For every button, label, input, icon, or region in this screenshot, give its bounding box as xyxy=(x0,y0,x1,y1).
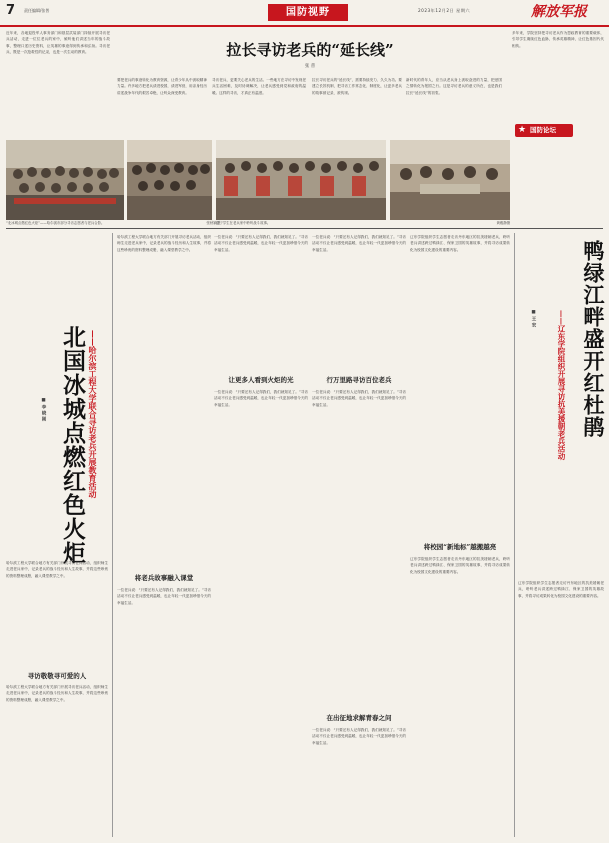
mid-section-head-4: 在出征地求解青春之问 xyxy=(326,714,392,722)
photo-credit-mid: 张秋颖摄 xyxy=(206,221,220,225)
photo-left xyxy=(6,140,124,220)
mid-col-2-body-2: 一位老兵说：“只要还有人记得我们，我们就知足了。”寻访活动不仅让老兵感受到温暖，也让年轻一代更加珍惜今天的幸福生活。 xyxy=(214,390,308,407)
column-rule-2 xyxy=(514,233,515,837)
left-section-head-1: 寻访敬敬寻可爱的人 xyxy=(27,672,87,680)
mid-section-head-3: 行万里路寻访百位老兵 xyxy=(326,376,392,384)
mid-col-4-body: 辽东学院组织学生志愿者走访丹东地区的抗美援朝老兵，聆听老兵讲述跨过鸭绿江、保家卫国的英雄故事，并将寻访成果转化为校园文化建设的重要内容。 xyxy=(410,235,510,252)
left-article-subtitle: ——哈尔滨工程大学联合寻访老兵开展教育活动 xyxy=(88,330,98,498)
photo-caption-right: 辽宁学生在老兵家中聆听战斗故事。 xyxy=(216,221,271,225)
section-rule-top xyxy=(6,228,603,229)
photo-mid xyxy=(127,140,212,220)
masthead-rule xyxy=(0,25,609,27)
masthead xyxy=(0,0,609,26)
top-col-4: 拉长寻访老兵的“延长线”，需要持续发力、久久为功。要建立长效机制，把寻访工作常态化、制度化，让更多老兵的故事被记录、被传颂。 xyxy=(312,78,402,95)
page-number: 7 xyxy=(6,3,16,18)
photo-right-1 xyxy=(216,140,386,220)
top-col-3: 寻访老兵，更要关心老兵的生活。一些地方在寻访中发现老兵生活困难，及时协调解决，让老兵感受到党和政府的温暖。这样的寻访，才真正有温度。 xyxy=(212,78,306,95)
photo-caption-left: “北冰城点燃红色火炬”——哈尔滨市部分寻访志愿者与老兵合影。 xyxy=(6,221,105,225)
photo-right-1-image xyxy=(216,140,386,220)
main-article-title: 拉长寻访老兵的“延长线” xyxy=(226,41,394,59)
right-article-byline: ■ 王 宏 xyxy=(531,310,536,328)
top-col-6: 多年来，学院坚持把寻访老兵作为思政教育的重要载体，引导学生赓续红色血脉，传承英雄精神，让红色基因代代相传。 xyxy=(512,31,604,48)
mid-col-3-body-2: 一位老兵说：“只要还有人记得我们，我们就知足了。”寻访活动不仅让老兵感受到温暖，也让年轻一代更加珍惜今天的幸福生活。 xyxy=(312,390,406,407)
photo-right-2-image xyxy=(390,140,510,220)
mid-col-3-body-3: 一位老兵说：“只要还有人记得我们，我们就知足了。”寻访活动不仅让老兵感受到温暖，也让年轻一代更加珍惜今天的幸福生活。 xyxy=(312,728,406,745)
left-article-title: 北国冰城点燃红色火炬 xyxy=(59,325,86,565)
forum-badge-label: 国防论坛 xyxy=(530,126,556,134)
top-col-5: 新时代的青年人，应当从老兵身上汲取奋进的力量，把爱国之情转化为报国之行。这是寻访老兵的意义所在，也是我们拉长“延长线”的初衷。 xyxy=(406,78,502,95)
right-article-title: 鸭绿江畔盛开红杜鹃 xyxy=(581,240,606,438)
left-article-byline: ■ 李 晓 刚 xyxy=(41,398,46,422)
mid-col-2-body: 一位老兵说：“只要还有人记得我们，我们就知足了。”寻访活动不仅让老兵感受到温暖，也让年轻一代更加珍惜今天的幸福生活。 xyxy=(214,235,308,252)
right-section-head: 将校园“新地标”越搬越亮 xyxy=(423,543,497,551)
left-article-body-2: 哈尔滨工程大学联合地方有关部门开展寻访老兵活动，组织师生走进老兵家中，记录老兵的战斗经历和人生故事，并将这些珍贵的资料整理成册，融入课堂教学之中。 xyxy=(6,685,108,702)
photo-mid-image xyxy=(127,140,212,220)
editor-line: 责任编辑/张普 xyxy=(24,8,50,13)
mid-section-head-1: 将老兵故事融入课堂 xyxy=(134,574,194,582)
mid-col-1-body-2: 一位老兵说：“只要还有人记得我们，我们就知足了。”寻访活动不仅让老兵感受到温暖，也让年轻一代更加珍惜今天的幸福生活。 xyxy=(117,588,211,605)
mid-col-3-body: 一位老兵说：“只要还有人记得我们，我们就知足了。”寻访活动不仅让老兵感受到温暖，也让年轻一代更加珍惜今天的幸福生活。 xyxy=(312,235,406,252)
newspaper-logo: 解放军报 xyxy=(531,4,587,20)
main-article-byline: 张 普 xyxy=(304,64,316,69)
mid-section-head-2: 让更多人看到火炬的光 xyxy=(228,376,294,384)
star-icon: ★ xyxy=(518,125,527,135)
photo-left-image xyxy=(6,140,124,220)
date-line: 2023年12月2日 星期六 xyxy=(418,8,471,13)
photo-right-2 xyxy=(390,140,510,220)
mid-col-1-body: 哈尔滨工程大学联合地方有关部门开展寻访老兵活动，组织师生走进老兵家中，记录老兵的战斗经历和人生故事，并将这些珍贵的资料整理成册，融入课堂教学之中。 xyxy=(117,235,211,252)
section-title: 国防视野 xyxy=(268,4,348,21)
photo-credit-right: 黄雅静摄 xyxy=(496,221,510,225)
right-col-body: 辽东学院组织学生志愿者走访丹东地区的抗美援朝老兵，聆听老兵讲述跨过鸭绿江、保家卫国的英雄故事，并将寻访成果转化为校园文化建设的重要内容。 xyxy=(518,581,604,598)
mid-col-4-body-2: 辽东学院组织学生志愿者走访丹东地区的抗美援朝老兵，聆听老兵讲述跨过鸭绿江、保家卫国的英雄故事，并将寻访成果转化为校园文化建设的重要内容。 xyxy=(410,557,510,574)
forum-badge xyxy=(515,124,573,137)
top-col-1: 近年来，各地退役军人事务部门和基层武装部门持续开展寻访老兵活动，走进一位位老兵的家中，倾听他们讲述当年的战斗故事，整理口述历史资料，让英雄的事迹得到传承和弘扬。寻访老兵，既是一次抢救性的记录，也是一次生动的教育。 xyxy=(6,31,110,54)
top-col-2: 要把老兵的事迹转化为教育资源，让青少年从中汲取精神力量。许多地方把老兵请进校园，请进军营，用亲身经历讲述战争年代的艰苦卓绝，让听众深受教育。 xyxy=(117,78,207,95)
left-article-body-1: 哈尔滨工程大学联合地方有关部门开展寻访老兵活动，组织师生走进老兵家中，记录老兵的战斗经历和人生故事，并将这些珍贵的资料整理成册，融入课堂教学之中。 xyxy=(6,561,108,578)
right-article-subtitle: ——辽东学院组织开展寻访抗美援朝老兵活动 xyxy=(557,310,566,460)
column-rule-1 xyxy=(112,233,113,837)
